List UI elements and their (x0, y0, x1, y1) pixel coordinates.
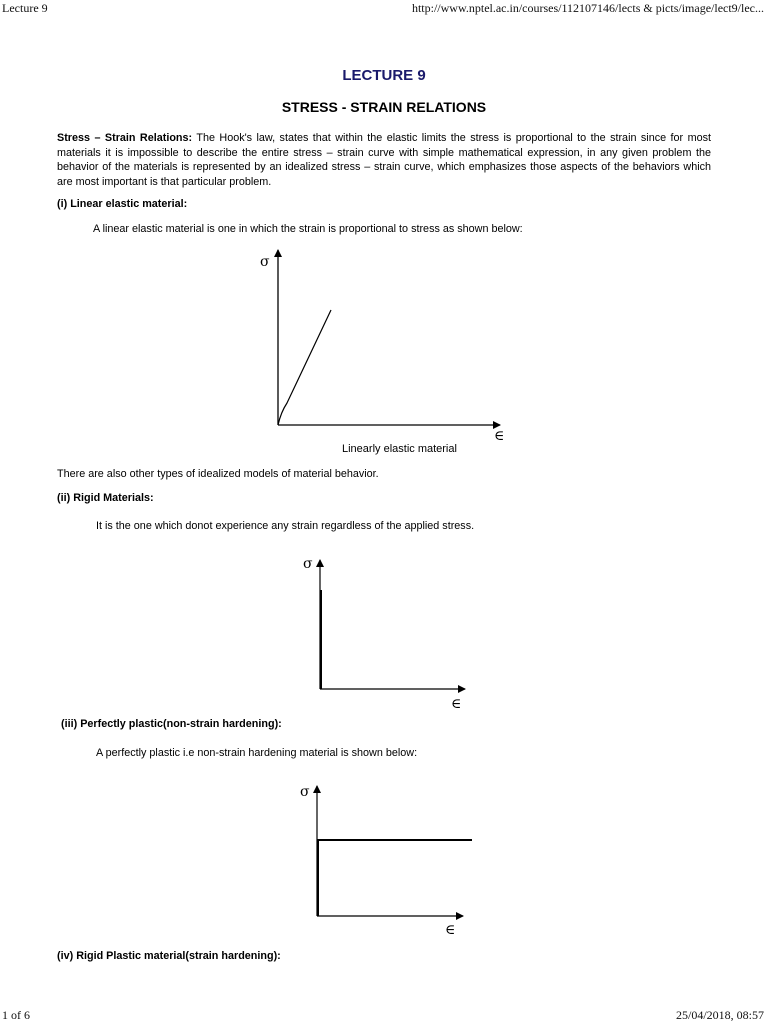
linear-curve (278, 310, 331, 425)
epsilon-label: ∈ (494, 428, 505, 444)
lecture-title: LECTURE 9 (342, 67, 426, 84)
figure-caption: Linearly elastic material (342, 443, 457, 455)
heading-rigid-plastic: (iv) Rigid Plastic material(strain hardening): (57, 950, 281, 962)
page-indicator: 1 of 6 (2, 1008, 30, 1022)
sigma-label: σ (260, 254, 270, 270)
section-title: STRESS - STRAIN RELATIONS (281, 99, 487, 115)
epsilon-label: ∈ (445, 922, 456, 938)
text-rigid-materials: It is the one which donot experience any strain regardless of the applied stress. (96, 520, 475, 532)
rigid-material-diagram (295, 548, 485, 712)
perfectly-plastic-diagram (295, 776, 495, 936)
intro-body: The Hook's law, states that within the elastic limits the stress is proportional to the strain since for most materials it is impossible to describe the entire stress – strain curve with simple mathematical expression, in any given problem the behavior of the materials is represented by an idealized stress – strain curve, which emphasizes those aspects of the behaviors which are most important is that particular problem. (57, 132, 711, 188)
heading-perfectly-plastic: (iii) Perfectly plastic(non-strain hardening): (61, 718, 282, 730)
epsilon-label: ∈ (451, 696, 462, 712)
intro-heading: Stress – Strain Relations: (57, 132, 193, 144)
print-timestamp: 25/04/2018, 08:57 (675, 1008, 764, 1022)
sigma-label: σ (303, 556, 313, 572)
text-other-types: There are also other types of idealized models of material behavior. (57, 468, 379, 480)
sigma-label: σ (300, 784, 310, 800)
text-linear-elastic: A linear elastic material is one in which the strain is proportional to stress as shown below: (93, 223, 523, 235)
page-url[interactable]: http://www.nptel.ac.in/courses/112107146/lects & picts/image/lect9/lec... (411, 1, 764, 15)
text-perfectly-plastic: A perfectly plastic i.e non-strain hardening material is shown below: (96, 747, 418, 759)
intro-paragraph (57, 131, 711, 189)
plastic-curve (318, 840, 472, 916)
tab-title: Lecture 9 (2, 1, 48, 15)
linear-elastic-diagram (250, 240, 520, 460)
heading-rigid-materials: (ii) Rigid Materials: (57, 492, 154, 504)
heading-linear-elastic: (i) Linear elastic material: (57, 198, 188, 210)
